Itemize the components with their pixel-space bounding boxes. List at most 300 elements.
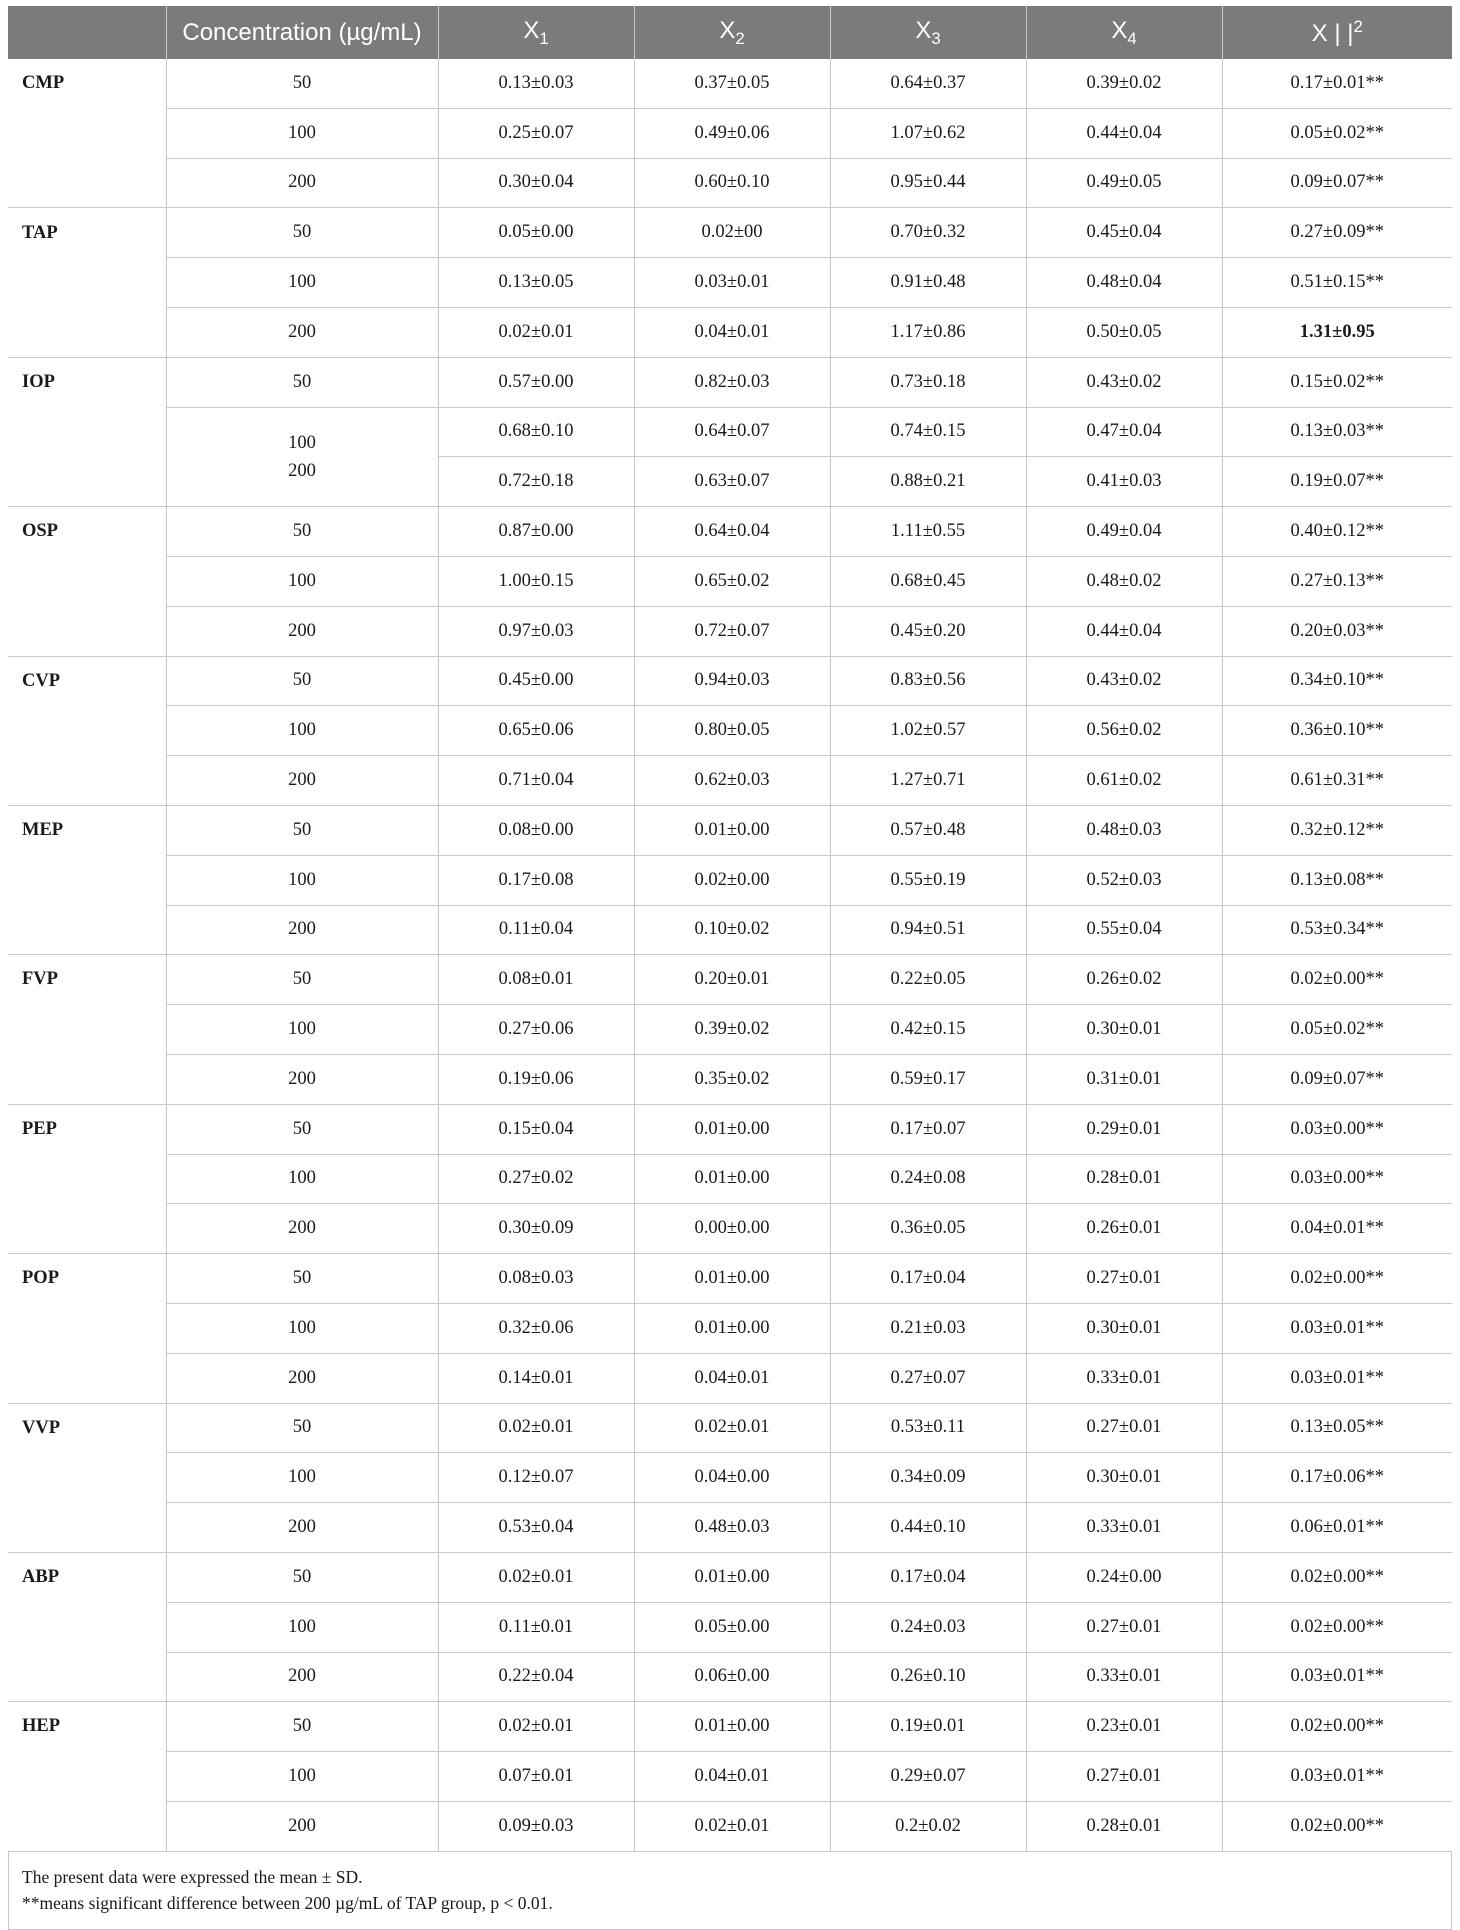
header-x1: $X_1$ [438,6,634,59]
value-cell-x4: 0.27±0.01 [1026,1403,1222,1453]
table-row [8,1453,1452,1503]
table-row [8,158,1452,208]
value-cell-x: 0.03±0.01** [1222,1652,1452,1702]
group-name-cell [8,1801,166,1851]
value-cell-x4: 0.61±0.02 [1026,756,1222,806]
concentration-cell: 50 [166,955,438,1005]
value-cell-x2: 0.02±0.01 [634,1403,830,1453]
value-cell-x3: 1.11±0.55 [830,507,1026,557]
value-cell-x2: 0.62±0.03 [634,756,830,806]
value-cell-x4: 0.24±0.00 [1026,1552,1222,1602]
group-name-cell [8,756,166,806]
value-cell-x1: 0.65±0.06 [438,706,634,756]
value-cell-x3: 0.19±0.01 [830,1702,1026,1752]
value-cell-x1: 0.07±0.01 [438,1752,634,1802]
value-cell-x1: 0.02±0.01 [438,1403,634,1453]
group-name-cell [8,1353,166,1403]
concentration-cell: 50 [166,656,438,706]
value-cell-x4: 0.26±0.01 [1026,1204,1222,1254]
header-concentration: Concentration (µg/mL) [166,6,438,59]
value-cell-x1: 0.14±0.01 [438,1353,634,1403]
footnote-significance: **means significant difference between 200 µg/mL of TAP group, p < 0.01. [22,1892,553,1913]
concentration-cell: 100 [166,1453,438,1503]
group-name-cell [8,556,166,606]
value-cell-x4: 0.44±0.04 [1026,606,1222,656]
value-cell-x4: 0.41±0.03 [1026,457,1222,507]
value-cell-x: 0.03±0.01** [1222,1353,1452,1403]
concentration-cell: 100 [166,1752,438,1802]
table-row [8,756,1452,806]
concentration-cell: 100 [166,706,438,756]
value-cell-x2: 0.72±0.07 [634,606,830,656]
value-cell-x2: 0.65±0.02 [634,556,830,606]
value-cell-x3: 0.17±0.04 [830,1552,1026,1602]
concentration-cell: 200 [166,1652,438,1702]
table-row [8,1403,1452,1453]
group-name-cell: CVP [8,656,166,706]
value-cell-x1: 0.22±0.04 [438,1652,634,1702]
table-row [8,706,1452,756]
value-cell-x1: 0.19±0.06 [438,1054,634,1104]
value-cell-x1: 0.25±0.07 [438,108,634,158]
value-cell-x2: 0.80±0.05 [634,706,830,756]
value-cell-x3: 0.64±0.37 [830,59,1026,108]
concentration-cell: 50 [166,1702,438,1752]
value-cell-x2: 0.60±0.10 [634,158,830,208]
group-name-cell: PEP [8,1104,166,1154]
value-cell-x2: 0.01±0.00 [634,1104,830,1154]
value-cell-x: 0.03±0.01** [1222,1303,1452,1353]
value-cell-x3: 0.42±0.15 [830,1005,1026,1055]
group-name-cell [8,606,166,656]
group-name-cell: IOP [8,357,166,407]
value-cell-x4: 0.45±0.04 [1026,208,1222,258]
group-name-cell: TAP [8,208,166,258]
value-cell-x1: 0.72±0.18 [438,457,634,507]
value-cell-x3: 0.29±0.07 [830,1752,1026,1802]
group-name-cell [8,1303,166,1353]
value-cell-x4: 0.48±0.02 [1026,556,1222,606]
table-row [8,1054,1452,1104]
value-cell-x: 0.15±0.02** [1222,357,1452,407]
value-cell-x: 0.02±0.00** [1222,1702,1452,1752]
value-cell-x4: 0.33±0.01 [1026,1353,1222,1403]
table-row [8,1552,1452,1602]
value-cell-x4: 0.43±0.02 [1026,357,1222,407]
value-cell-x1: 0.02±0.01 [438,307,634,357]
group-name-cell [8,1752,166,1802]
value-cell-x4: 0.23±0.01 [1026,1702,1222,1752]
value-cell-x1: 0.13±0.05 [438,258,634,308]
group-name-cell: CMP [8,59,166,108]
group-name-cell [8,1652,166,1702]
value-cell-x1: 0.12±0.07 [438,1453,634,1503]
value-cell-x: 0.34±0.10** [1222,656,1452,706]
value-cell-x3: 1.07±0.62 [830,108,1026,158]
value-cell-x: 0.27±0.13** [1222,556,1452,606]
value-cell-x3: 0.59±0.17 [830,1054,1026,1104]
header-x4: $X_4$ [1026,6,1222,59]
value-cell-x1: 0.17±0.08 [438,855,634,905]
value-cell-x: 0.53±0.34** [1222,905,1452,955]
value-cell-x1: 0.08±0.00 [438,805,634,855]
concentration-cell: 100 [166,855,438,905]
value-cell-x4: 0.44±0.04 [1026,108,1222,158]
value-cell-x1: 0.30±0.09 [438,1204,634,1254]
group-name-cell [8,108,166,158]
value-cell-x: 0.20±0.03** [1222,606,1452,656]
value-cell-x4: 0.27±0.01 [1026,1752,1222,1802]
value-cell-x: 0.03±0.00** [1222,1154,1452,1204]
value-cell-x2: 0.48±0.03 [634,1503,830,1553]
concentration-cell: 50 [166,1104,438,1154]
value-cell-x2: 0.63±0.07 [634,457,830,507]
group-name-cell [8,855,166,905]
value-cell-x4: 0.48±0.03 [1026,805,1222,855]
value-cell-x1: 0.97±0.03 [438,606,634,656]
value-cell-x3: 0.2±0.02 [830,1801,1026,1851]
concentration-cell: 200 [166,307,438,357]
value-cell-x2: 0.94±0.03 [634,656,830,706]
value-cell-x4: 0.52±0.03 [1026,855,1222,905]
table-row [8,59,1452,108]
group-name-cell [8,407,166,457]
value-cell-x1: 0.08±0.01 [438,955,634,1005]
value-cell-x: 0.13±0.03** [1222,407,1452,457]
group-name-cell [8,1503,166,1553]
table-row [8,1602,1452,1652]
value-cell-x1: 0.45±0.00 [438,656,634,706]
group-name-cell: VVP [8,1403,166,1453]
concentration-cell: 50 [166,1552,438,1602]
value-cell-x1: 0.87±0.00 [438,507,634,557]
value-cell-x2: 0.01±0.00 [634,1254,830,1304]
value-cell-x: 0.09±0.07** [1222,158,1452,208]
value-cell-x4: 0.56±0.02 [1026,706,1222,756]
table-row [8,905,1452,955]
value-cell-x2: 0.20±0.01 [634,955,830,1005]
value-cell-x1: 0.30±0.04 [438,158,634,208]
value-cell-x3: 0.74±0.15 [830,407,1026,457]
value-cell-x4: 0.27±0.01 [1026,1254,1222,1304]
value-cell-x1: 0.02±0.01 [438,1702,634,1752]
value-cell-x: 0.36±0.10** [1222,706,1452,756]
value-cell-x4: 0.28±0.01 [1026,1801,1222,1851]
value-cell-x: 0.04±0.01** [1222,1204,1452,1254]
value-cell-x3: 0.17±0.04 [830,1254,1026,1304]
concentration-cell: 200 [166,1054,438,1104]
value-cell-x1: 0.09±0.03 [438,1801,634,1851]
value-cell-x4: 0.49±0.04 [1026,507,1222,557]
value-cell-x3: 0.83±0.56 [830,656,1026,706]
table-row [8,1005,1452,1055]
table-row [8,258,1452,308]
value-cell-x: 0.19±0.07** [1222,457,1452,507]
value-cell-x2: 0.49±0.06 [634,108,830,158]
value-cell-x3: 0.94±0.51 [830,905,1026,955]
group-name-cell [8,457,166,507]
value-cell-x: 0.06±0.01** [1222,1503,1452,1553]
table-row [8,1801,1452,1851]
value-cell-x4: 0.30±0.01 [1026,1005,1222,1055]
table-row [8,357,1452,407]
value-cell-x1: 0.15±0.04 [438,1104,634,1154]
value-cell-x3: 0.57±0.48 [830,805,1026,855]
value-cell-x3: 0.44±0.10 [830,1503,1026,1553]
value-cell-x2: 0.04±0.01 [634,1353,830,1403]
value-cell-x3: 0.34±0.09 [830,1453,1026,1503]
group-name-cell [8,158,166,208]
value-cell-x2: 0.01±0.00 [634,1702,830,1752]
value-cell-x1: 0.32±0.06 [438,1303,634,1353]
value-cell-x3: 0.95±0.44 [830,158,1026,208]
group-name-cell: FVP [8,955,166,1005]
concentration-value: 200 [288,460,316,481]
value-cell-x: 0.02±0.00** [1222,955,1452,1005]
table-body [8,59,1452,1851]
value-cell-x3: 0.68±0.45 [830,556,1026,606]
table-row [8,1353,1452,1403]
value-cell-x: 0.17±0.06** [1222,1453,1452,1503]
value-cell-x3: 0.24±0.03 [830,1602,1026,1652]
header-x2: $X_2$ [634,6,830,59]
value-cell-x2: 0.02±0.01 [634,1801,830,1851]
value-cell-x1: 0.27±0.02 [438,1154,634,1204]
value-cell-x2: 0.06±0.00 [634,1652,830,1702]
group-name-cell [8,1005,166,1055]
value-cell-x4: 0.48±0.04 [1026,258,1222,308]
concentration-cell: 50 [166,59,438,108]
value-cell-x2: 0.01±0.00 [634,1303,830,1353]
value-cell-x2: 0.37±0.05 [634,59,830,108]
value-cell-x3: 1.27±0.71 [830,756,1026,806]
concentration-cell: 100 [166,1303,438,1353]
header-group [8,6,166,59]
group-name-cell: HEP [8,1702,166,1752]
value-cell-x3: 1.02±0.57 [830,706,1026,756]
value-cell-x3: 0.22±0.05 [830,955,1026,1005]
value-cell-x2: 0.01±0.00 [634,1154,830,1204]
value-cell-x4: 0.39±0.02 [1026,59,1222,108]
table-footnotes [8,1852,1452,1930]
value-cell-x4: 0.55±0.04 [1026,905,1222,955]
concentration-cell: 200 [166,158,438,208]
value-cell-x4: 0.49±0.05 [1026,158,1222,208]
results-table-container [8,6,1452,1930]
value-cell-x: 0.61±0.31** [1222,756,1452,806]
results-table [8,6,1452,1852]
concentration-cell: 100 [166,258,438,308]
group-name-cell [8,1154,166,1204]
header-x-norm-squared: X | $|^2$ [1222,6,1452,59]
concentration-cell: 100 [166,1154,438,1204]
table-row [8,1702,1452,1752]
value-cell-x3: 0.21±0.03 [830,1303,1026,1353]
concentration-cell: 100 [166,108,438,158]
value-cell-x1: 0.57±0.00 [438,357,634,407]
value-cell-x1: 0.11±0.01 [438,1602,634,1652]
concentration-cell: 100 [166,556,438,606]
value-cell-x3: 0.70±0.32 [830,208,1026,258]
value-cell-x4: 0.47±0.04 [1026,407,1222,457]
value-cell-x1: 0.11±0.04 [438,905,634,955]
value-cell-x3: 1.17±0.86 [830,307,1026,357]
table-row [8,1104,1452,1154]
table-row [8,1652,1452,1702]
table-row [8,1154,1452,1204]
value-cell-x4: 0.28±0.01 [1026,1154,1222,1204]
value-cell-x3: 0.27±0.07 [830,1353,1026,1403]
value-cell-x3: 0.45±0.20 [830,606,1026,656]
group-name-cell [8,307,166,357]
value-cell-x: 0.09±0.07** [1222,1054,1452,1104]
concentration-cell: 200 [166,1503,438,1553]
value-cell-x1: 1.00±0.15 [438,556,634,606]
concentration-cell: 50 [166,357,438,407]
value-cell-x2: 0.02±00 [634,208,830,258]
value-cell-x1: 0.08±0.03 [438,1254,634,1304]
group-name-cell: ABP [8,1552,166,1602]
table-row [8,1254,1452,1304]
value-cell-x3: 0.73±0.18 [830,357,1026,407]
concentration-value: 100 [288,432,316,453]
value-cell-x2: 0.10±0.02 [634,905,830,955]
concentration-cell [166,407,438,507]
value-cell-x1: 0.68±0.10 [438,407,634,457]
concentration-cell: 50 [166,1254,438,1304]
concentration-cell: 50 [166,805,438,855]
concentration-cell: 100 [166,1602,438,1652]
value-cell-x4: 0.30±0.01 [1026,1453,1222,1503]
value-cell-x1: 0.53±0.04 [438,1503,634,1553]
value-cell-x4: 0.27±0.01 [1026,1602,1222,1652]
value-cell-x4: 0.29±0.01 [1026,1104,1222,1154]
value-cell-x: 0.02±0.00** [1222,1801,1452,1851]
value-cell-x2: 0.04±0.01 [634,307,830,357]
value-cell-x3: 0.53±0.11 [830,1403,1026,1453]
group-name-cell [8,1204,166,1254]
value-cell-x: 0.02±0.00** [1222,1552,1452,1602]
concentration-cell: 200 [166,1801,438,1851]
concentration-cell: 50 [166,1403,438,1453]
value-cell-x: 0.51±0.15** [1222,258,1452,308]
table-row [8,556,1452,606]
value-cell-x1: 0.05±0.00 [438,208,634,258]
table-row [8,507,1452,557]
value-cell-x4: 0.31±0.01 [1026,1054,1222,1104]
group-name-cell: POP [8,1254,166,1304]
group-name-cell [8,1054,166,1104]
concentration-cell: 200 [166,1204,438,1254]
footnote-sd: The present data were expressed the mean ± SD. [22,1866,363,1887]
value-cell-x3: 0.24±0.08 [830,1154,1026,1204]
value-cell-x4: 0.43±0.02 [1026,656,1222,706]
concentration-cell: 200 [166,756,438,806]
value-cell-x4: 0.30±0.01 [1026,1303,1222,1353]
concentration-cell: 100 [166,1005,438,1055]
table-row [8,805,1452,855]
value-cell-x3: 0.36±0.05 [830,1204,1026,1254]
table-row [8,407,1452,457]
value-cell-x2: 0.64±0.07 [634,407,830,457]
value-cell-x: 0.27±0.09** [1222,208,1452,258]
table-row [8,656,1452,706]
group-name-cell: OSP [8,507,166,557]
value-cell-x4: 0.33±0.01 [1026,1503,1222,1553]
value-cell-x: 0.05±0.02** [1222,108,1452,158]
value-cell-x2: 0.82±0.03 [634,357,830,407]
table-row [8,1303,1452,1353]
value-cell-x1: 0.13±0.03 [438,59,634,108]
value-cell-x: 0.03±0.00** [1222,1104,1452,1154]
value-cell-x: 0.13±0.08** [1222,855,1452,905]
header-x3: $X_3$ [830,6,1026,59]
table-row [8,955,1452,1005]
group-name-cell [8,1453,166,1503]
value-cell-x3: 0.91±0.48 [830,258,1026,308]
value-cell-x2: 0.39±0.02 [634,1005,830,1055]
value-cell-x2: 0.05±0.00 [634,1602,830,1652]
concentration-cell: 200 [166,905,438,955]
value-cell-x2: 0.04±0.00 [634,1453,830,1503]
concentration-cell: 50 [166,507,438,557]
value-cell-x1: 0.27±0.06 [438,1005,634,1055]
value-cell-x3: 0.26±0.10 [830,1652,1026,1702]
value-cell-x: 0.02±0.00** [1222,1602,1452,1652]
group-name-cell [8,905,166,955]
value-cell-x2: 0.00±0.00 [634,1204,830,1254]
value-cell-x2: 0.03±0.01 [634,258,830,308]
group-name-cell [8,258,166,308]
concentration-cell: 50 [166,208,438,258]
value-cell-x: 0.02±0.00** [1222,1254,1452,1304]
group-name-cell [8,1602,166,1652]
value-cell-x: 0.32±0.12** [1222,805,1452,855]
table-row [8,208,1452,258]
value-cell-x3: 0.17±0.07 [830,1104,1026,1154]
value-cell-x3: 0.88±0.21 [830,457,1026,507]
value-cell-x4: 0.33±0.01 [1026,1652,1222,1702]
table-row [8,1752,1452,1802]
header-row [8,6,1452,59]
value-cell-x2: 0.01±0.00 [634,1552,830,1602]
value-cell-x: 0.05±0.02** [1222,1005,1452,1055]
value-cell-x2: 0.64±0.04 [634,507,830,557]
table-row [8,1204,1452,1254]
value-cell-x2: 0.04±0.01 [634,1752,830,1802]
value-cell-x: 0.13±0.05** [1222,1403,1452,1453]
table-row [8,307,1452,357]
value-cell-x2: 0.35±0.02 [634,1054,830,1104]
value-cell-x3: 0.55±0.19 [830,855,1026,905]
value-cell-x: 0.40±0.12** [1222,507,1452,557]
concentration-cell: 200 [166,1353,438,1403]
value-cell-x1: 0.71±0.04 [438,756,634,806]
group-name-cell [8,706,166,756]
value-cell-x2: 0.02±0.00 [634,855,830,905]
table-row [8,108,1452,158]
value-cell-x4: 0.50±0.05 [1026,307,1222,357]
group-name-cell: MEP [8,805,166,855]
value-cell-x2: 0.01±0.00 [634,805,830,855]
value-cell-x1: 0.02±0.01 [438,1552,634,1602]
value-cell-x: 1.31±0.95 [1222,307,1452,357]
value-cell-x: 0.03±0.01** [1222,1752,1452,1802]
table-row [8,1503,1452,1553]
table-row [8,606,1452,656]
concentration-cell: 200 [166,606,438,656]
table-row [8,855,1452,905]
